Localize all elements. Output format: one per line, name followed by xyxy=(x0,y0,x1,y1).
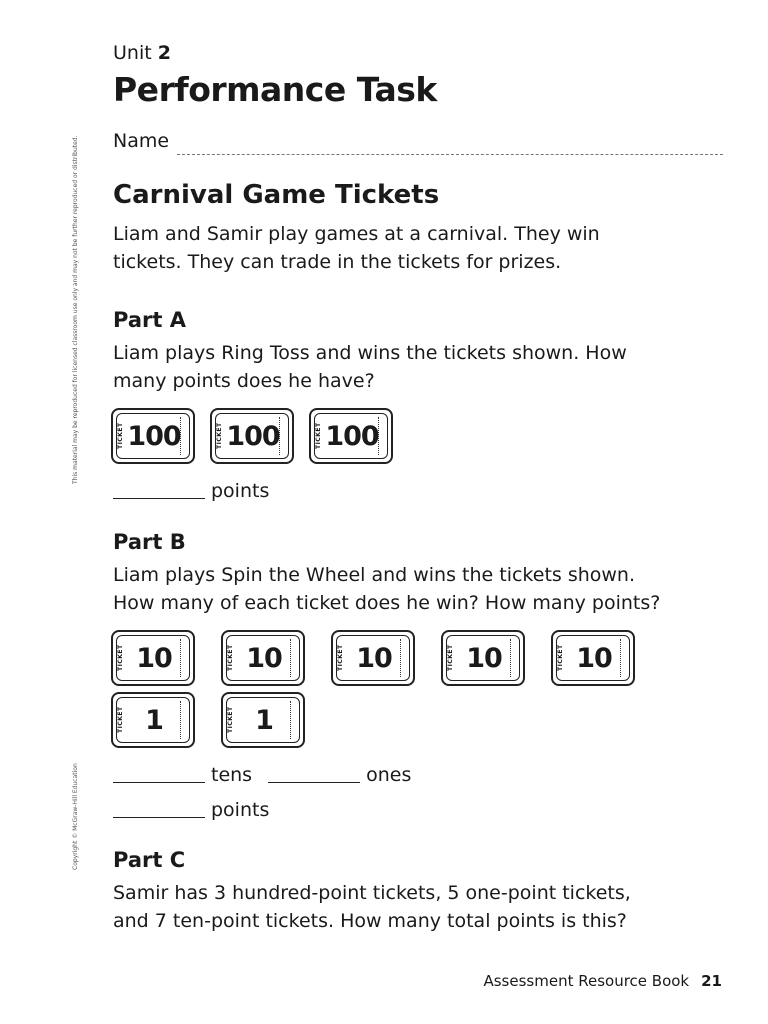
ones-blank[interactable] xyxy=(268,764,360,783)
ticket-10: TICKET 10 xyxy=(111,630,195,686)
intro-text xyxy=(113,220,693,276)
page-footer xyxy=(483,972,722,990)
name-label: Name xyxy=(113,130,170,152)
unit-number: 2 xyxy=(157,42,171,64)
part-c-question xyxy=(113,879,693,935)
part-c-line-2: and 7 ten-point tickets. How many total points is this? xyxy=(113,910,627,932)
points-label: points xyxy=(211,480,270,502)
answer-blank[interactable] xyxy=(113,480,205,499)
part-b-question xyxy=(113,561,693,617)
part-a-line-2: many points does he have? xyxy=(113,370,375,392)
ticket-100: TICKET 100 xyxy=(210,408,294,464)
intro-line-1: Liam and Samir play games at a carnival. They win xyxy=(113,223,600,245)
part-b-line-1: Liam plays Spin the Wheel and wins the tickets shown. xyxy=(113,564,636,586)
ticket-100: TICKET 100 xyxy=(309,408,393,464)
tens-label: tens xyxy=(211,764,253,786)
page-title: Performance Task xyxy=(113,70,437,109)
ticket-100: TICKET 100 xyxy=(111,408,195,464)
license-note: This material may be reproduced for licensed classroom use only and may not be further reproduced or distributed. xyxy=(72,135,79,484)
part-b-points-answer xyxy=(113,799,269,821)
copyright-note: Copyright © McGraw-Hill Education xyxy=(72,763,79,870)
ticket-1: TICKET 1 xyxy=(221,692,305,748)
tens-blank[interactable] xyxy=(113,764,205,783)
points-blank[interactable] xyxy=(113,799,205,818)
name-line[interactable] xyxy=(177,154,723,155)
part-a-line-1: Liam plays Ring Toss and wins the tickets shown. How xyxy=(113,342,627,364)
part-b-heading: Part B xyxy=(113,530,186,554)
section-title: Carnival Game Tickets xyxy=(113,180,440,210)
page-number: 21 xyxy=(701,972,722,990)
part-c-heading: Part C xyxy=(113,848,186,872)
unit-label xyxy=(113,42,171,64)
part-a-answer xyxy=(113,480,269,502)
ticket-10: TICKET 10 xyxy=(331,630,415,686)
unit-word: Unit xyxy=(113,42,152,64)
part-a-heading: Part A xyxy=(113,308,186,332)
book-title: Assessment Resource Book xyxy=(483,972,690,990)
name-field[interactable] xyxy=(113,130,723,158)
part-c-line-1: Samir has 3 hundred-point tickets, 5 one-point tickets, xyxy=(113,882,631,904)
part-b-line-2: How many of each ticket does he win? How many points? xyxy=(113,592,661,614)
part-b-tens-ones-answer xyxy=(113,764,411,786)
part-a-question xyxy=(113,339,693,395)
ones-label: ones xyxy=(366,764,412,786)
ticket-1: TICKET 1 xyxy=(111,692,195,748)
ticket-10: TICKET 10 xyxy=(441,630,525,686)
ticket-10: TICKET 10 xyxy=(221,630,305,686)
intro-line-2: tickets. They can trade in the tickets for prizes. xyxy=(113,251,562,273)
ticket-10: TICKET 10 xyxy=(551,630,635,686)
points-label: points xyxy=(211,799,270,821)
